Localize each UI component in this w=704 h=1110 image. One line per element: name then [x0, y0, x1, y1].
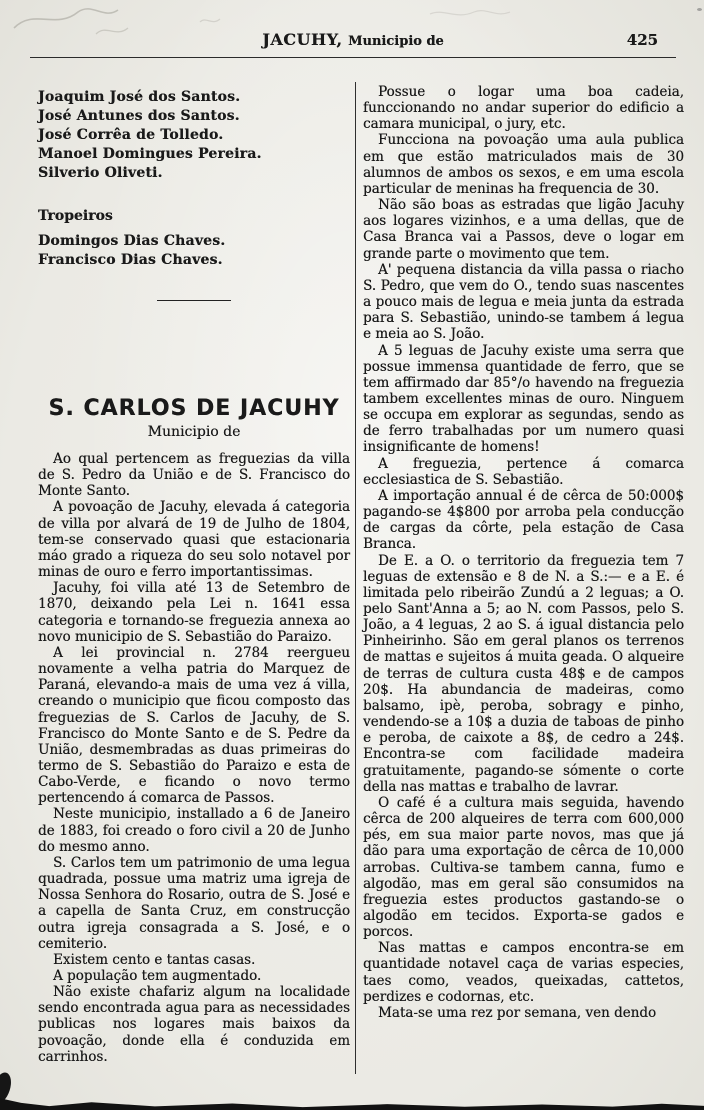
running-title [262, 30, 443, 49]
paragraph: A povoação de Jacuhy, elevada á categoria de villa por alvará de 19 de Julho de 1804, tem-se conservado quasi que estacionaria máo grado a riqueza do seu solo notavel por minas de ouro e ferro importantissimas. [38, 499, 350, 581]
name-line: Francisco Dias Chaves. [38, 252, 223, 268]
page-number: 425 [626, 31, 658, 49]
section-divider [157, 300, 231, 301]
text-columns [38, 82, 684, 1110]
paragraph: A lei provincial n. 2784 reergueu novamente a velha patria do Marquez de Paraná, elevando-a mais de uma vez á villa, creando o municipio que ficou composto das freguezias de S. Carlos de Jacuhy, de S. Francisco do Monte Santo e de S. Pedre da União, desmembradas as duas primeiras do termo de S. Sebastião do Paraizo e esta de Cabo-Verde, e ficando o novo termo pertencendo á comarca de Passos. [38, 644, 350, 807]
section-title: S. CARLOS DE JACUHY [48, 396, 340, 421]
paragraph: Nas mattas e campos encontra-se em quantidade notavel caça de varias especies, taes como, veados, queixadas, cattetos, perdizes e codornas, etc. [363, 940, 684, 1005]
running-title-main: JACUHY, [262, 30, 343, 49]
tropeiros-heading: Tropeiros [38, 208, 113, 224]
paragraph: Existem cento e tantas casas. [53, 951, 256, 968]
paragraph: Neste municipio, installado a 6 de Janeiro de 1883, foi creado o foro civil a 20 de Junho do mesmo anno. [38, 806, 350, 855]
paragraph: Não são boas as estradas que ligão Jacuhy aos logares vizinhos, e a uma dellas, que de Casa Branca vai a Passos, deve o logar em grande parte o movimento que tem. [363, 197, 684, 262]
left-column [38, 82, 350, 1065]
scan-speck [697, 8, 702, 11]
name-line: Joaquim José dos Santos. [38, 89, 241, 105]
name-line: Silverio Oliveti. [38, 165, 163, 181]
header-rule [30, 57, 676, 58]
paragraph: De E. a O. o territorio da freguezia tem 7 leguas de extensão e 8 de N. a S.:— e a E. é limitada pelo ribeirão Zundú a 2 leguas; a O. pelo Sant'Anna a 5; ao N. com Passos, pelo S. João, a 4 leguas, 2 ao S. á igual distancia pelo Pinheirinho. São em geral planos os terrenos de mattas e sujeitos á muita geada. O alqueire de terras de cultura custa 48$ e de campos 20$. Ha abundancia de madeiras, como balsamo, ipè, peroba, sobragy e pinho, vendendo-se a 10$ a duzia de taboas de pinho e peroba, de caixote a 8$, de cedro a 24$. Encontra-se com facilidade madeira gratuitamente, pagando-se sómente o corte della nas mattas e trabalho de lavrar. [363, 552, 684, 795]
paragraph: Não existe chafariz algum na localidade sendo encontrada agua para as necessidades publicas nos logares mais baixos da povoação, donde ella é conduzida em carrinhos. [38, 984, 350, 1065]
paragraph: Ao qual pertencem as freguezias da villa de S. Pedro da União e de S. Francisco do Monte Santo. [38, 451, 350, 500]
electors-name-list [38, 88, 350, 183]
name-line: Domingos Dias Chaves. [38, 233, 226, 249]
paragraph: A importação annual é de cêrca de 50:000$ pagando-se 4$800 por arroba pela conducção de cargas da côrte, pela estação de Casa Branca. [363, 487, 684, 553]
left-column-paragraphs [38, 451, 350, 1065]
name-line: José Antunes dos Santos. [38, 108, 240, 124]
paragraph: Mata-se uma rez por semana, ven dendo [378, 1004, 657, 1021]
page-header [30, 30, 676, 54]
running-title-sub: Municipio de [348, 34, 444, 49]
paragraph: A população tem augmentado. [53, 968, 262, 984]
right-column-paragraphs [363, 84, 684, 1021]
paragraph: A' pequena distancia da villa passa o riacho S. Pedro, que vem do O., tendo suas nascentes a pouco mais de legua e meia junta da estrada para S. Sebastião, unindo-se tambem á legua e meia ao S. João. [363, 261, 684, 343]
paragraph: Possue o logar uma boa cadeia, funccionando no andar superior do edificio a camara municipal, o jury, etc. [363, 84, 684, 133]
right-column [363, 84, 684, 1021]
name-line: Manoel Domingues Pereira. [38, 146, 262, 162]
paragraph: Jacuhy, foi villa até 13 de Setembro de 1870, deixando pela Lei n. 1641 essa categoria e tornando-se freguezia annexa ao novo municipio de S. Sebastião do Paraizo. [38, 580, 350, 645]
column-divider-rule [355, 82, 356, 1074]
paragraph: A freguezia, pertence á comarca ecclesiastica de S. Sebastião. [363, 455, 684, 488]
paragraph: S. Carlos tem um patrimonio de uma legua quadrada, possue uma matriz uma igreja de Nossa Senhora do Rosario, outra de S. José e a capella de Santa Cruz, em construcção outra igreja consagrada a S. José, e o cemiterio. [38, 854, 350, 952]
section-subtitle: Municipio de [147, 424, 241, 440]
tropeiros-name-list [38, 232, 350, 270]
paragraph: A 5 leguas de Jacuhy existe uma serra que possue immensa quantidade de ferro, que se tem affirmado dar 85°/o havendo na freguezia tambem excellentes minas de ouro. Ninguem se occupa em explorar as segundas, sendo as de ferro trabalhadas por um numero quasi insignificante de homens! [363, 342, 684, 456]
paragraph: Funcciona na povoação uma aula publica em que estão matriculados mais de 30 alumnos de ambos os sexos, e em uma escola particular de meninas ha frequencia de 30. [363, 132, 684, 197]
name-line: José Corrêa de Tolledo. [38, 127, 224, 143]
paragraph: O café é a cultura mais seguida, havendo cêrca de 200 alqueires de terra com 600,000 pés, em sua maior parte novos, mas que já dão para uma exportação de cêrca de 10,000 arrobas. Cultiva-se tambem canna, fumo e algodão, mas em geral são consumidos na freguezia estes productos gastando-se o algodão em tecidos. Exporta-se gados e porcos. [363, 794, 684, 941]
